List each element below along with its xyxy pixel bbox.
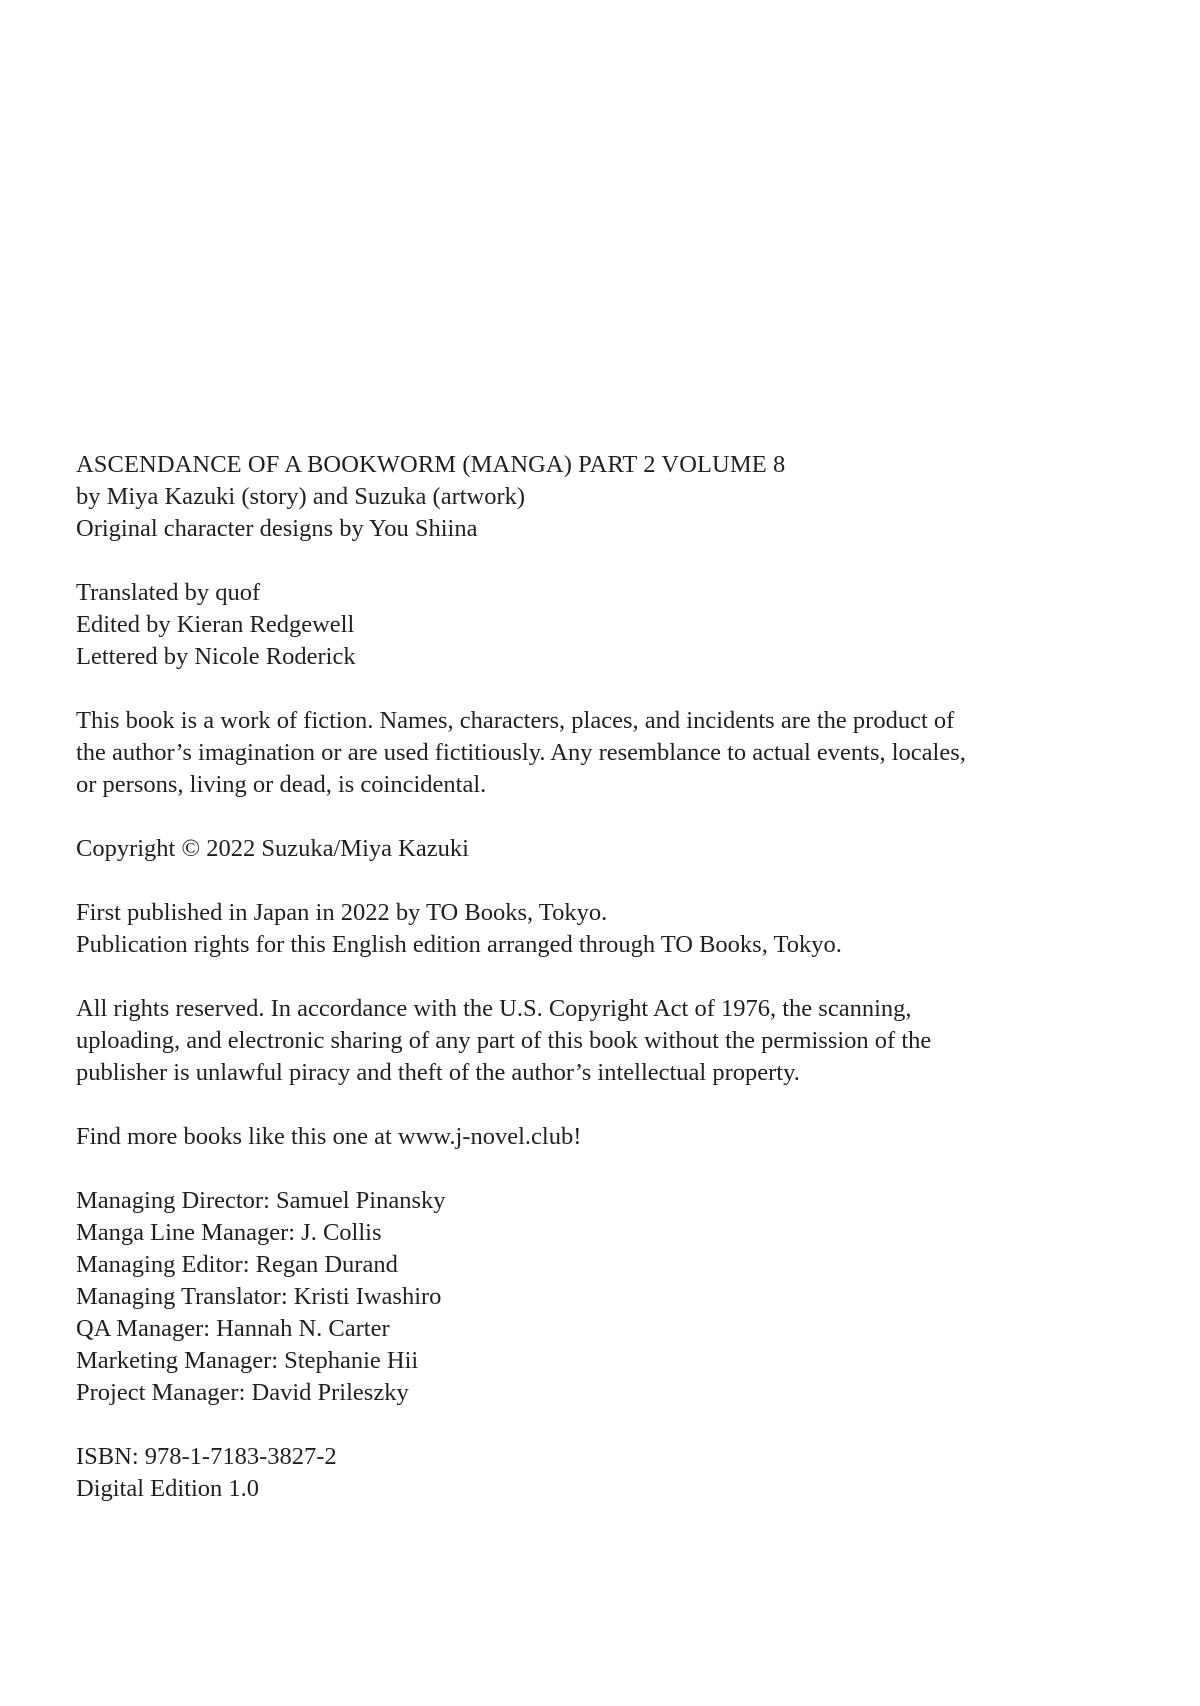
letterer-credit: Lettered by Nicole Roderick [76, 643, 356, 670]
copyright-line: Copyright © 2022 Suzuka/Miya Kazuki [76, 835, 469, 862]
fiction-notice-line: or persons, living or dead, is coincidental. [76, 771, 487, 798]
fiction-notice-line: This book is a work of fiction. Names, characters, places, and incidents are the product of [76, 707, 955, 734]
staff-line: Managing Editor: Regan Durand [76, 1251, 398, 1278]
credits-block [76, 577, 1116, 673]
copyright-block [76, 833, 1116, 865]
staff-line: Marketing Manager: Stephanie Hii [76, 1347, 419, 1374]
rights-notice [76, 993, 1116, 1089]
rights-notice-line: All rights reserved. In accordance with the U.S. Copyright Act of 1976, the scanning, [76, 995, 912, 1022]
staff-line: Managing Translator: Kristi Iwashiro [76, 1283, 442, 1310]
staff-line: Managing Director: Samuel Pinansky [76, 1187, 446, 1214]
authors-line: by Miya Kazuki (story) and Suzuka (artwork) [76, 483, 526, 510]
copyright-text [76, 449, 1116, 1505]
staff-block [76, 1185, 1116, 1409]
more-books-line: Find more books like this one at www.j-novel.club! [76, 1123, 582, 1150]
isbn-line: ISBN: 978-1-7183-3827-2 [76, 1443, 337, 1470]
character-designs-line: Original character designs by You Shiina [76, 515, 478, 542]
publication-block [76, 897, 1116, 961]
staff-line: QA Manager: Hannah N. Carter [76, 1315, 390, 1342]
fiction-notice [76, 705, 1116, 801]
staff-line: Project Manager: David Prileszky [76, 1379, 409, 1406]
publication-line: First published in Japan in 2022 by TO Books, Tokyo. [76, 899, 608, 926]
title-block [76, 449, 1116, 545]
more-books-block [76, 1121, 1116, 1153]
fiction-notice-line: the author’s imagination or are used fictitiously. Any resemblance to actual events, locales, [76, 739, 966, 766]
editor-credit: Edited by Kieran Redgewell [76, 611, 355, 638]
edition-block [76, 1441, 1116, 1505]
publication-line: Publication rights for this English edition arranged through TO Books, Tokyo. [76, 931, 842, 958]
edition-version-line: Digital Edition 1.0 [76, 1475, 260, 1502]
book-title: ASCENDANCE OF A BOOKWORM (MANGA) PART 2 VOLUME 8 [76, 451, 786, 478]
rights-notice-line: uploading, and electronic sharing of any part of this book without the permission of the [76, 1027, 932, 1054]
rights-notice-line: publisher is unlawful piracy and theft of the author’s intellectual property. [76, 1059, 800, 1086]
translator-credit: Translated by quof [76, 579, 261, 606]
staff-line: Manga Line Manager: J. Collis [76, 1219, 382, 1246]
